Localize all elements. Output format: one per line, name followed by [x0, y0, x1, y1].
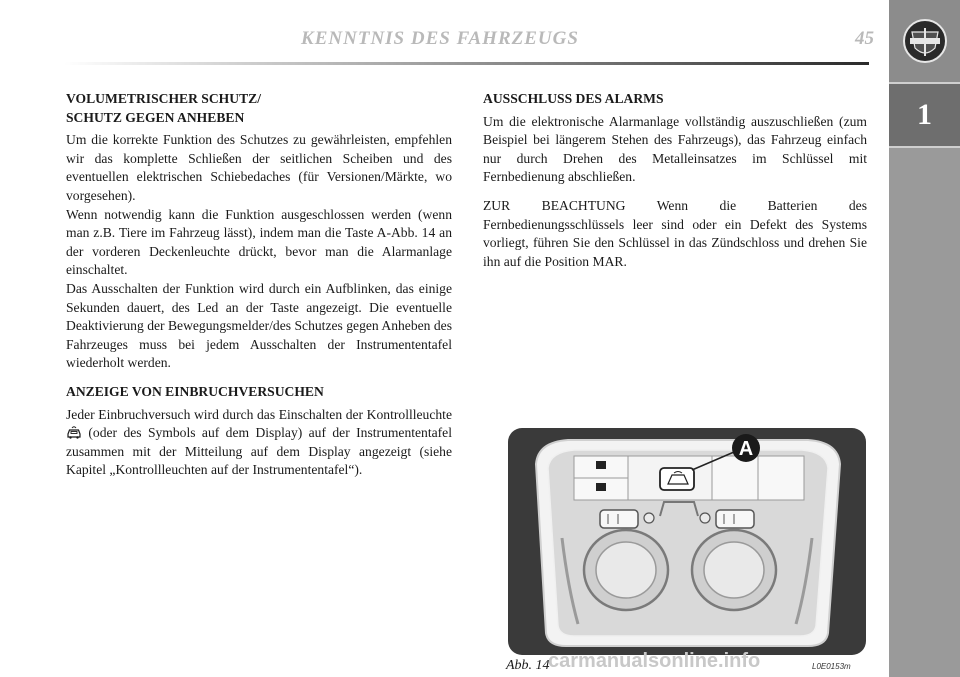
chapter-tab	[889, 84, 960, 146]
paragraph-note: ZUR BEACHTUNG Wenn die Batterien des Fernbedienungsschlüssels leer sind oder ein Defekt des Systems vorliegt, führen Sie den Schlüssel in das Zündschloss und drehen Sie ihn auf die Position MAR.	[483, 197, 867, 269]
header-rule	[64, 62, 869, 65]
sidebar-separator	[889, 146, 960, 148]
right-column	[483, 90, 867, 271]
page-number: 45	[855, 28, 874, 49]
paragraph: Das Ausschalten der Funktion wird durch ein Aufblinken, das einige Sekunden dauert, des Led an der Taste angezeigt. Die eventuelle Deaktivierung der Bewegungsmelder/des Schutzes gegen Anheben des Fahrzeuges muss bei jedem Ausschalten der Instrumententafel wiederholt werden.	[66, 280, 452, 371]
paragraph: Um die korrekte Funktion des Schutzes zu gewährleisten, empfehlen wir das komplette Schließen der seitlichen Scheiben und des eventuellen elektrischen Schiebedaches (für Versionen/Märkte, wo vorgesehen).	[66, 132, 452, 203]
alarm-car-warning-icon	[66, 425, 82, 439]
paragraph: Wenn notwendig kann die Funktion ausgeschlossen werden (wenn man z.B. Tiere im Fahrzeug lässt), indem man die Taste A-Abb. 14 an der vorderen Deckenleuchte drückt, bevor man die Alarmanlage einschaltet.	[66, 206, 452, 278]
section-heading-volumetric	[66, 90, 452, 127]
paragraph: Um die elektronische Alarmanlage vollständig auszuschließen (zum Beispiel bei längerem Stehen des Fahrzeugs), das Fahrzeug einfach nur durch Drehen des Metalleinsatzes im Schlüssel mit Fernbedienung abschließen.	[483, 113, 867, 185]
figure-caption: Abb. 14	[506, 658, 550, 673]
lancia-logo-icon	[902, 18, 948, 64]
paragraph-intrusion	[66, 406, 452, 480]
figure-code: L0E0153m	[812, 662, 851, 671]
figure-ceiling-light	[508, 428, 866, 655]
text-fragment: Jeder Einbruchversuch wird durch das Einschalten der Kontrollleuchte	[66, 406, 452, 422]
section-heading-disable-alarm: AUSSCHLUSS DES ALARMS	[483, 91, 664, 106]
chapter-number: 1	[917, 98, 932, 131]
left-column	[66, 90, 452, 480]
text-fragment: (oder des Symbols auf dem Display) auf der Instrumententafel zusammen mit der Mitteilung auf dem Display angezeigt (siehe Kapitel „Kontrollleuchten auf der Instrumententafel“).	[66, 425, 452, 478]
section-heading-intrusion: ANZEIGE VON EINBRUCHVERSUCHEN	[66, 383, 324, 399]
chapter-sidebar	[889, 0, 960, 677]
watermark: carmanualsonline.info	[548, 650, 761, 672]
heading-line-2: SCHUTZ GEGEN ANHEBEN	[66, 109, 245, 125]
running-header-title: KENNTNIS DES FAHRZEUGS	[301, 28, 579, 49]
callout-label-a: A	[738, 438, 754, 460]
heading-line-1: VOLUMETRISCHER SCHUTZ/	[66, 91, 261, 106]
ceiling-light-illustration	[508, 428, 866, 655]
sidebar-logo-area	[889, 0, 960, 84]
